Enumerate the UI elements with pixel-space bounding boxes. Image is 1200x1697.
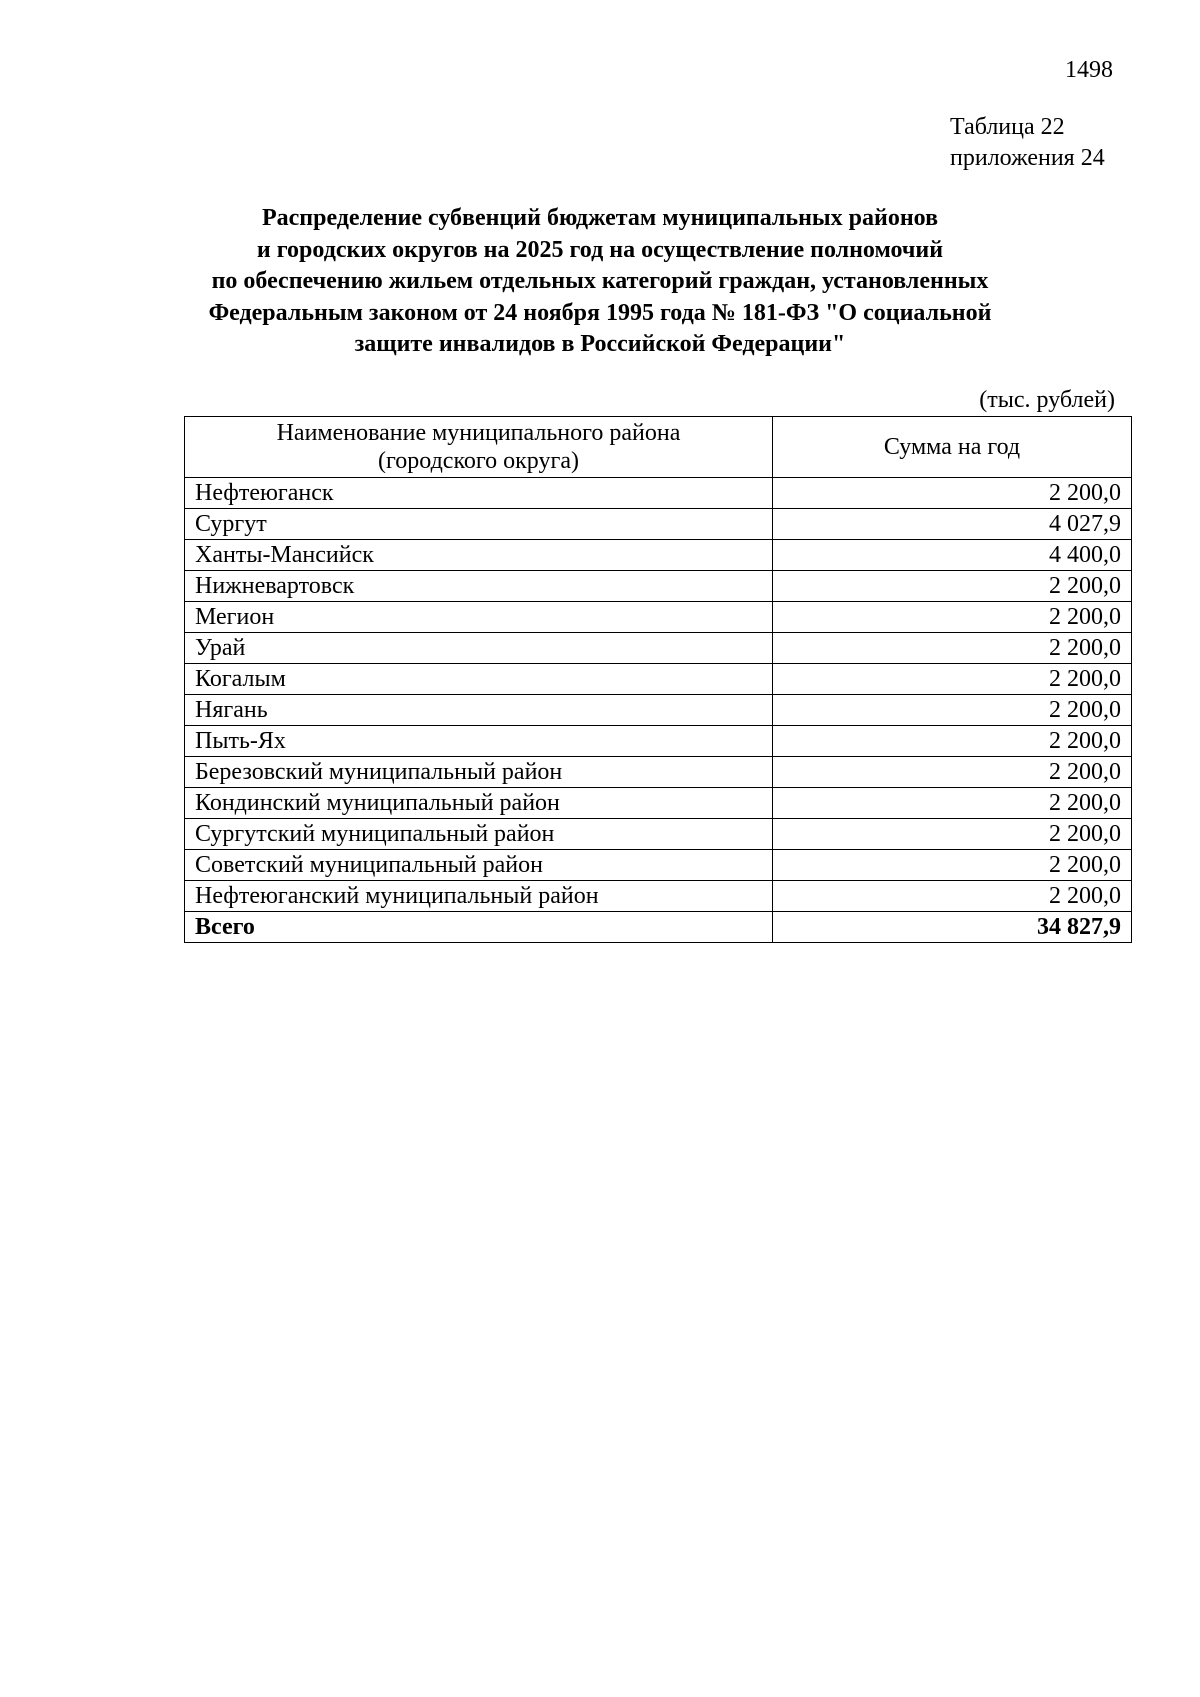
table-total-row [185, 912, 1132, 943]
municipality-name: Сургут [185, 509, 773, 540]
total-value: 34 827,9 [773, 912, 1132, 943]
title-line: и городских округов на 2025 год на осуществление полномочий [256, 236, 944, 263]
units-label: (тыс. рублей) [979, 387, 1115, 413]
table-row [185, 540, 1132, 571]
amount-value: 2 200,0 [773, 788, 1132, 819]
municipality-name: Мегион [185, 602, 773, 633]
subsidy-table [184, 416, 1132, 943]
amount-value: 4 027,9 [773, 509, 1132, 540]
municipality-name: Советский муниципальный район [185, 850, 773, 881]
title-line: по обеспечению жильем отдельных категорий граждан, установленных [211, 268, 989, 294]
table-reference-number: Таблица 22 [950, 114, 1065, 140]
table-row [185, 757, 1132, 788]
table-header-row [185, 417, 1132, 478]
table-row [185, 478, 1132, 509]
amount-value: 2 200,0 [773, 633, 1132, 664]
municipality-name: Нижневартовск [185, 571, 773, 602]
title-line: Федеральным законом от 24 ноября 1995 года № 181-ФЗ "О социальной [208, 299, 992, 326]
amount-value: 2 200,0 [773, 757, 1132, 788]
municipality-name: Когалым [185, 664, 773, 695]
title-line: Распределение субвенций бюджетам муниципальных районов [261, 205, 939, 231]
amount-value: 2 200,0 [773, 695, 1132, 726]
table-row [185, 695, 1132, 726]
table-row [185, 602, 1132, 633]
column-header-name-line2: (городского округа) [378, 448, 579, 474]
table-reference [950, 112, 1105, 174]
municipality-name: Березовский муниципальный район [185, 757, 773, 788]
municipality-name: Ханты-Мансийск [185, 540, 773, 571]
amount-value: 2 200,0 [773, 478, 1132, 509]
amount-value: 2 200,0 [773, 664, 1132, 695]
document-title [150, 203, 1050, 361]
table-row [185, 664, 1132, 695]
table-row [185, 571, 1132, 602]
table-row [185, 509, 1132, 540]
table-reference-appendix: приложения 24 [950, 145, 1105, 171]
municipality-name: Кондинский муниципальный район [185, 788, 773, 819]
amount-value: 2 200,0 [773, 819, 1132, 850]
municipality-name: Нягань [185, 695, 773, 726]
municipality-name: Урай [185, 633, 773, 664]
title-line: защите инвалидов в Российской Федерации" [354, 331, 846, 357]
municipality-name: Нефтеюганск [185, 478, 773, 509]
amount-value: 2 200,0 [773, 850, 1132, 881]
municipality-name: Сургутский муниципальный район [185, 819, 773, 850]
municipality-name: Нефтеюганский муниципальный район [185, 881, 773, 912]
column-header-sum: Сумма на год [773, 417, 1132, 478]
table-row [185, 819, 1132, 850]
column-header-name-line1: Наименование муниципального района [276, 420, 681, 446]
column-header-name [185, 417, 773, 478]
amount-value: 2 200,0 [773, 602, 1132, 633]
amount-value: 2 200,0 [773, 881, 1132, 912]
table-row [185, 881, 1132, 912]
table-row [185, 788, 1132, 819]
table-row [185, 633, 1132, 664]
total-label: Всего [185, 912, 773, 943]
amount-value: 4 400,0 [773, 540, 1132, 571]
amount-value: 2 200,0 [773, 726, 1132, 757]
page-number: 1498 [1065, 57, 1113, 83]
amount-value: 2 200,0 [773, 571, 1132, 602]
table-row [185, 726, 1132, 757]
municipality-name: Пыть-Ях [185, 726, 773, 757]
table-row [185, 850, 1132, 881]
